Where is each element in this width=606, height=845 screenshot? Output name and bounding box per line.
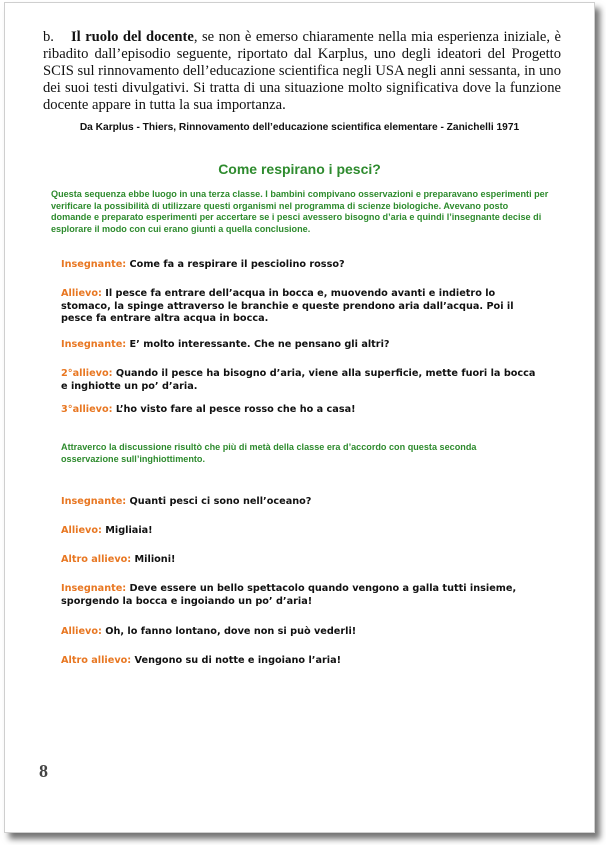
dialogue-text: Milioni! bbox=[131, 554, 176, 565]
list-marker: b. bbox=[43, 29, 54, 45]
speaker-label: Insegnante: bbox=[61, 339, 127, 350]
dialogue-line bbox=[61, 339, 541, 352]
dialogue-line bbox=[61, 259, 541, 272]
context-description: Questa sequenza ebbe luogo in una terza classe. I bambini compivano osservazioni e preparavano esperimenti per verificare la possibilità di utilizzare questi organismi nel programma di scienze biologiche. Avevano posto domande e preparato esperimenti per accertare se i pesci avessero bisogno d’aria e quindi l’insegnante decise di esplorare il modo con cui erano giunti a quella conclusione. bbox=[51, 189, 549, 234]
speaker-label: Allievo: bbox=[61, 525, 102, 536]
dialogue-line bbox=[61, 626, 541, 639]
speaker-label: Allievo: bbox=[61, 626, 102, 637]
dialogue-text: Oh, lo fanno lontano, dove non si può vederli! bbox=[101, 626, 357, 637]
dialogue-line bbox=[61, 288, 541, 326]
page-number: 8 bbox=[39, 761, 48, 781]
dialogue-line bbox=[61, 525, 541, 538]
dialogue-line bbox=[61, 554, 541, 567]
intro-paragraph bbox=[43, 29, 561, 114]
dialogue-line bbox=[61, 583, 541, 608]
speaker-label: Insegnante: bbox=[61, 496, 127, 507]
dialogue-line bbox=[61, 655, 541, 668]
speaker-label: 2°allievo: bbox=[61, 368, 113, 379]
source-citation: Da Karplus - Thiers, Rinnovamento dell’educazione scientifica elementare - Zanichelli 1971 bbox=[79, 122, 520, 133]
speaker-label: Altro allievo: bbox=[61, 554, 132, 565]
dialogue-text: E’ molto interessante. Che ne pensano gli altri? bbox=[126, 339, 390, 350]
dialogue-text: Quanti pesci ci sono nell’oceano? bbox=[126, 496, 312, 507]
dialogue-text: Il pesce fa entrare dell’acqua in bocca e, muovendo avanti e indietro lo stomaco, la spinge attraverso le branchie e queste prendono aria dall’acqua. Poi il pesce fa entrare altra acqua in bocca. bbox=[61, 288, 514, 325]
dialogue-line bbox=[61, 404, 541, 417]
dialogue-text: Quando il pesce ha bisogno d’aria, viene alla superficie, mette fuori la bocca e inghiotte un po’ d’aria. bbox=[61, 368, 536, 392]
speaker-label: Allievo: bbox=[61, 288, 102, 299]
dialogue-text: Migliaia! bbox=[101, 525, 153, 536]
discussion-summary: Attraverco la discussione risultò che più di metà della classe era d’accordo con questa seconda osservazione sull’inghiottimento. bbox=[61, 442, 477, 464]
dialogue-text: L’ho visto fare al pesce rosso che ho a casa! bbox=[112, 404, 356, 415]
dialogue-text: Come fa a respirare il pesciolino rosso? bbox=[126, 259, 345, 270]
dialogue-line bbox=[61, 368, 541, 393]
dialogue-text: Deve essere un bello spettacolo quando vengono a galla tutti insieme, sporgendo la bocca e ingoiando un po’ d’aria! bbox=[61, 583, 517, 607]
speaker-label: Altro allievo: bbox=[61, 655, 132, 666]
section-title: Come respirano i pesci? bbox=[218, 161, 381, 177]
speaker-label: Insegnante: bbox=[61, 583, 127, 594]
dialogue-line bbox=[61, 496, 541, 509]
intro-text: , se non è emerso chiaramente nella mia esperienza iniziale, è ribadito dall’episodio seguente, riportato dal Karplus, uno degli ideatori del Progetto SCIS sul rinnovamento dell’educazione scientifica negli USA negli anni sessanta, in uno dei suoi testi divulgativi. Si tratta di una situazione molto significativa dove la funzione docente appare in tutta la sua importanza. bbox=[43, 29, 561, 113]
speaker-label: 3°allievo: bbox=[61, 404, 113, 415]
document-page bbox=[4, 2, 595, 833]
intro-bold-lead: Il ruolo del docente bbox=[71, 29, 194, 45]
speaker-label: Insegnante: bbox=[61, 259, 127, 270]
dialogue-text: Vengono su di notte e ingoiano l’aria! bbox=[131, 655, 342, 666]
